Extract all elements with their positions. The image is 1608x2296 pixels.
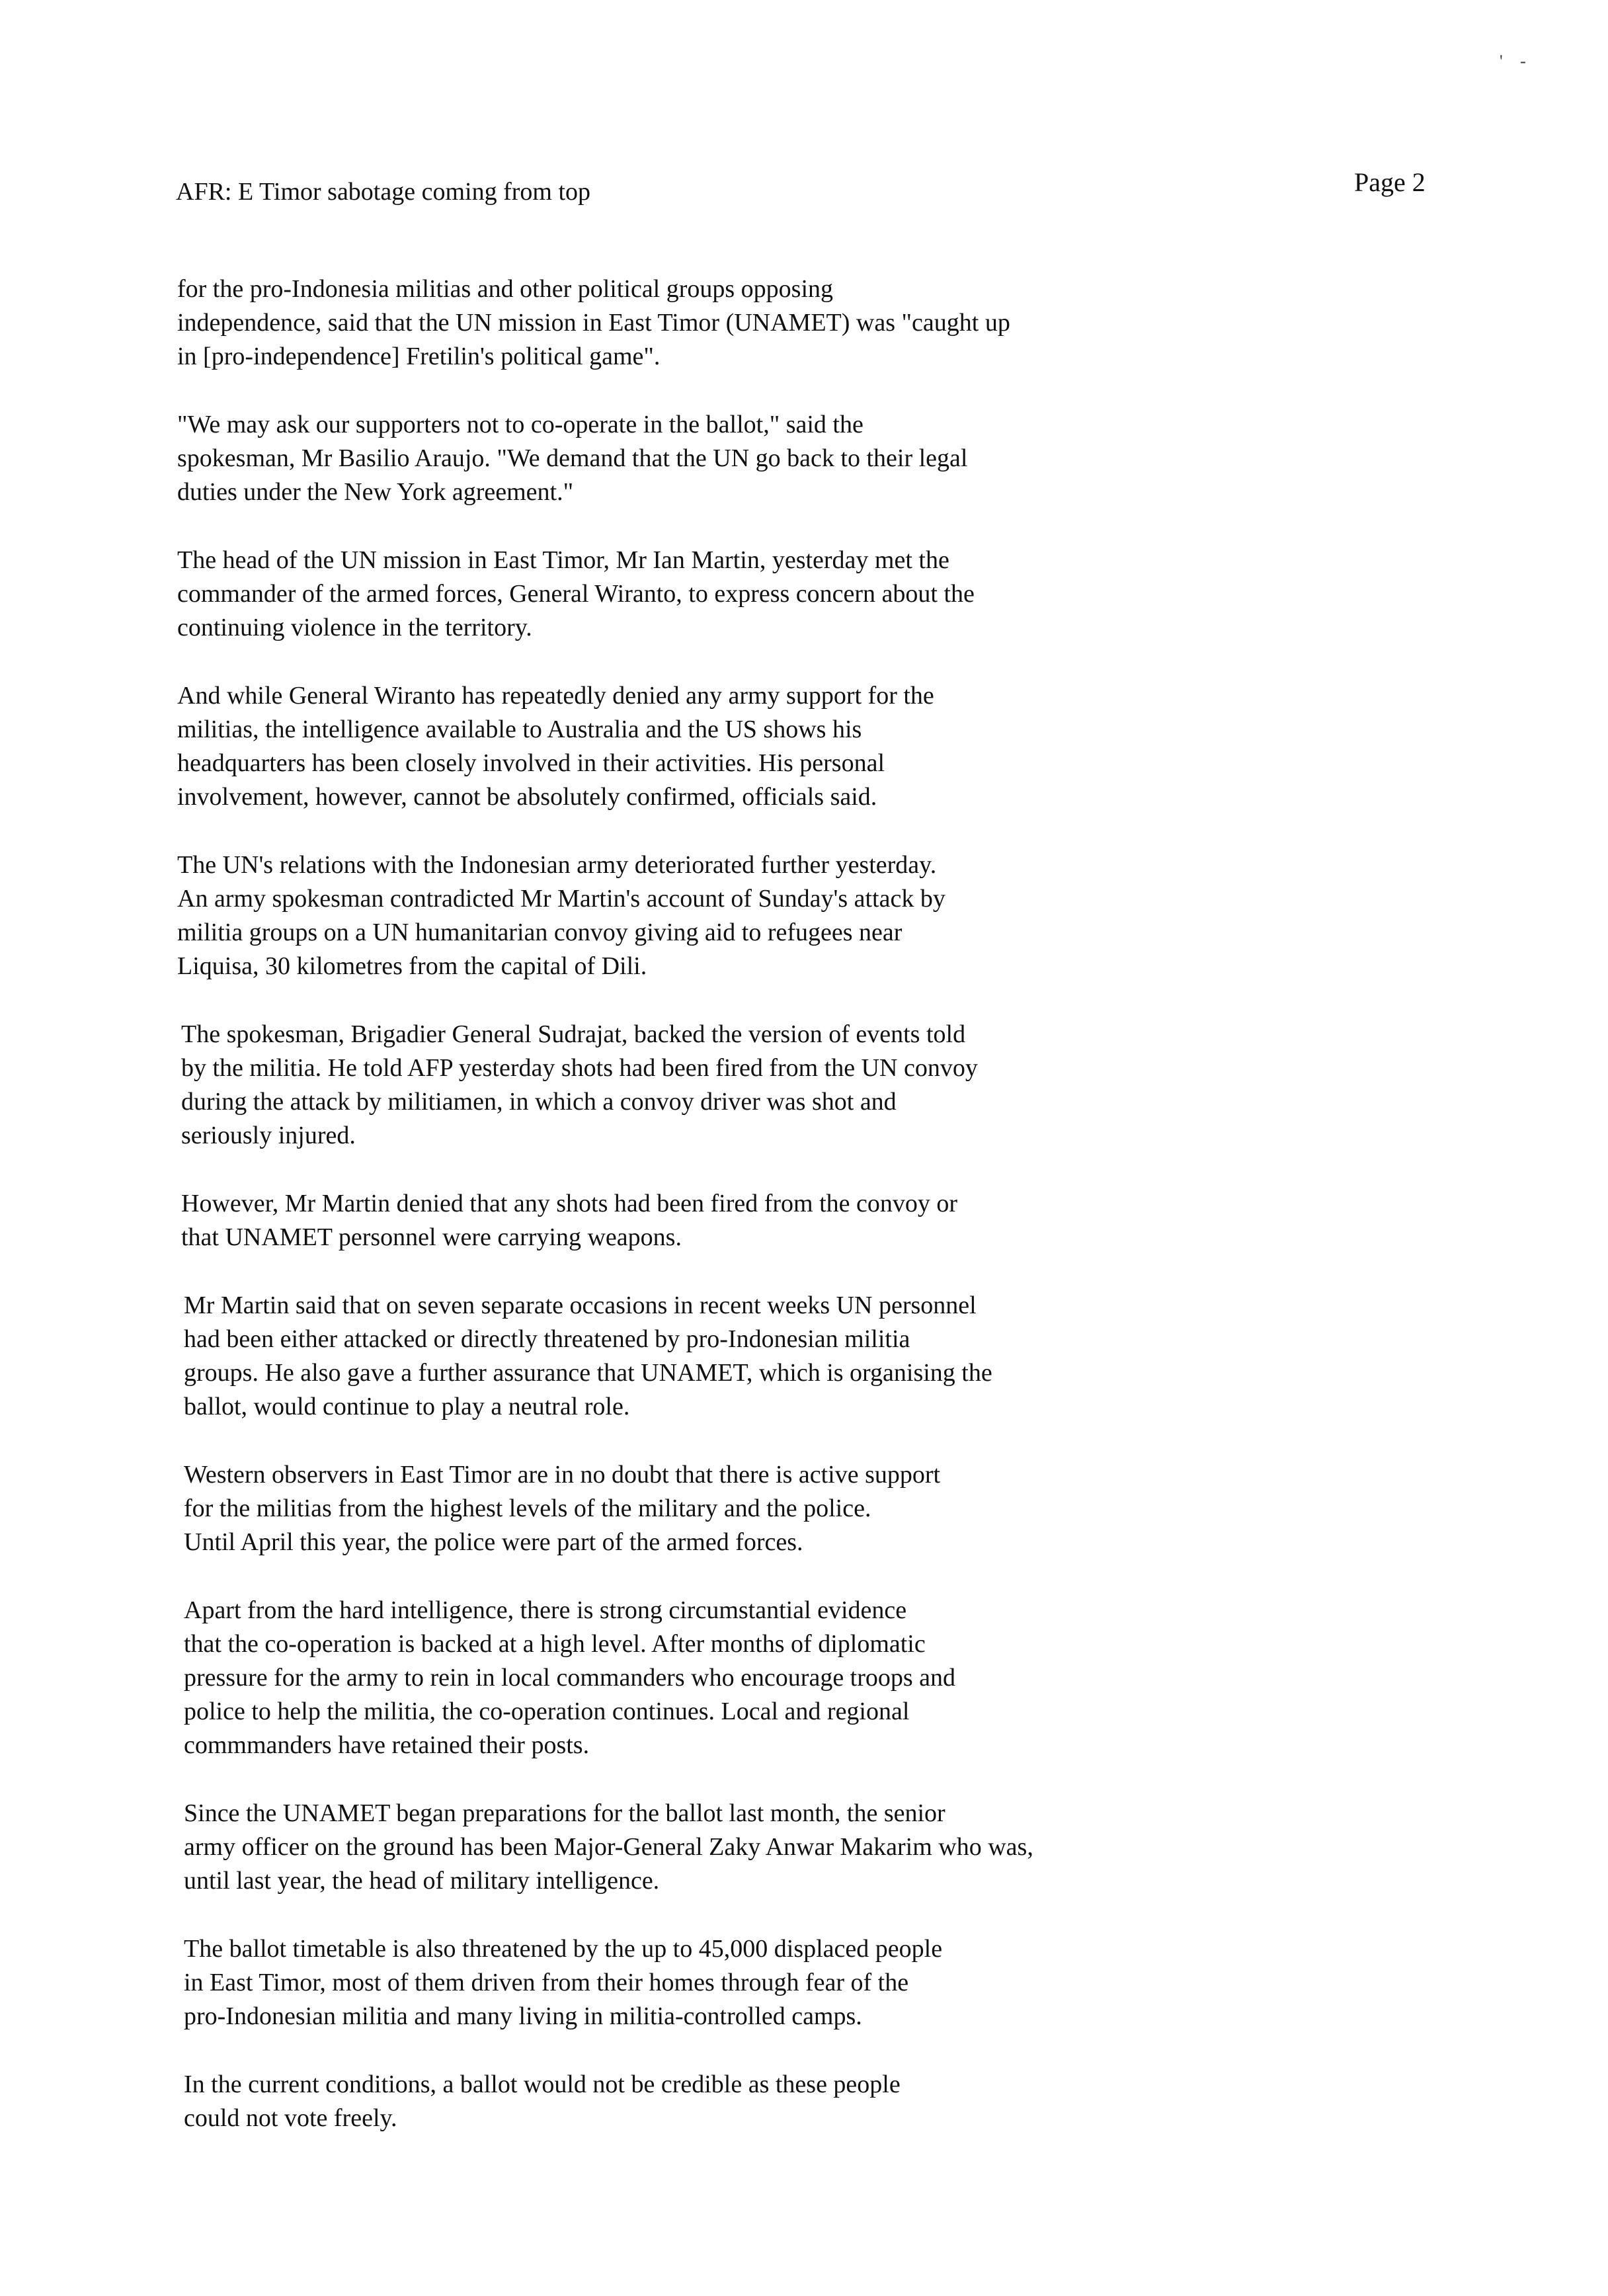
- paragraph-line: that the co-operation is backed at a high level. After months of diplomatic: [184, 1630, 926, 1658]
- paragraph-line: for the militias from the highest levels of the military and the police.: [184, 1495, 871, 1522]
- page-number: Page 2: [1354, 167, 1426, 197]
- paragraph-line: involvement, however, cannot be absolutely confirmed, officials said.: [177, 783, 877, 811]
- paragraph-line: Liquisa, 30 kilometres from the capital of Dili.: [177, 952, 647, 980]
- paragraph-line: And while General Wiranto has repeatedly denied any army support for the: [177, 682, 934, 710]
- paragraph-line: during the attack by militiamen, in which a convoy driver was shot and: [181, 1088, 897, 1116]
- paragraph-line: Apart from the hard intelligence, there is strong circumstantial evidence: [184, 1596, 907, 1624]
- paragraph-line: militias, the intelligence available to Australia and the US shows his: [177, 716, 862, 743]
- paragraph-line: pro-Indonesian militia and many living in militia-controlled camps.: [184, 2002, 862, 2030]
- paragraph-line: Since the UNAMET began preparations for the ballot last month, the senior: [184, 1799, 945, 1827]
- paragraph-line: "We may ask our supporters not to co-operate in the ballot," said the: [177, 411, 864, 438]
- paragraph-line: headquarters has been closely involved in their activities. His personal: [177, 749, 885, 777]
- paragraph-line: had been either attacked or directly threatened by pro-Indonesian militia: [184, 1325, 910, 1353]
- paragraph-line: ballot, would continue to play a neutral role.: [184, 1393, 630, 1420]
- paragraph: [177, 1187, 1361, 1254]
- paragraph-line: Western observers in East Timor are in no doubt that there is active support: [184, 1461, 941, 1489]
- paragraph-line: However, Mr Martin denied that any shots had been fired from the convoy or: [181, 1190, 958, 1217]
- paragraph-line: seriously injured.: [181, 1122, 356, 1149]
- paragraph: [177, 1594, 1361, 1762]
- paragraph-line: militia groups on a UN humanitarian convoy giving aid to refugees near: [177, 919, 903, 946]
- paragraph-line: The UN's relations with the Indonesian army deteriorated further yesterday.: [177, 851, 937, 879]
- paragraph: [177, 1797, 1361, 1898]
- paragraph-line: continuing violence in the territory.: [177, 614, 532, 641]
- paragraph: [177, 408, 1361, 509]
- paragraph-line: by the militia. He told AFP yesterday shots had been fired from the UN convoy: [181, 1054, 978, 1082]
- paragraph-line: police to help the militia, the co-operation continues. Local and regional: [184, 1698, 910, 1725]
- paragraph-line: spokesman, Mr Basilio Araujo. "We demand that the UN go back to their legal: [177, 444, 968, 472]
- header-title: AFR: E Timor sabotage coming from top: [176, 178, 590, 206]
- paragraph-line: until last year, the head of military intelligence.: [184, 1867, 660, 1895]
- paragraph-line: The spokesman, Brigadier General Sudrajat, backed the version of events told: [181, 1020, 966, 1048]
- paragraph-line: Mr Martin said that on seven separate occasions in recent weeks UN personnel: [184, 1292, 977, 1319]
- paragraph-line: In the current conditions, a ballot would not be credible as these people: [184, 2070, 901, 2098]
- paragraph-line: commander of the armed forces, General Wiranto, to express concern about the: [177, 580, 975, 608]
- paragraph-line: pressure for the army to rein in local commanders who encourage troops and: [184, 1664, 956, 1692]
- paragraph-line: Until April this year, the police were part of the armed forces.: [184, 1528, 803, 1556]
- paragraph-line: The head of the UN mission in East Timor, Mr Ian Martin, yesterday met the: [177, 546, 949, 574]
- paragraph: [177, 1289, 1361, 1424]
- paragraph-line: that UNAMET personnel were carrying weapons.: [181, 1223, 682, 1251]
- paragraph-line: for the pro-Indonesia militias and other political groups opposing: [177, 275, 834, 303]
- paragraph-line: The ballot timetable is also threatened by the up to 45,000 displaced people: [184, 1935, 943, 1963]
- paragraph: [177, 679, 1361, 814]
- paragraph-line: in [pro-independence] Fretilin's political game".: [177, 343, 661, 370]
- paragraph: [177, 1018, 1361, 1153]
- paragraph-line: commmanders have retained their posts.: [184, 1731, 590, 1759]
- paragraph: [177, 2068, 1361, 2135]
- paragraph-line: duties under the New York agreement.": [177, 478, 574, 506]
- paragraph: [177, 1458, 1361, 1559]
- article-body: [177, 272, 1361, 2170]
- paragraph: [177, 544, 1361, 645]
- paragraph: [177, 272, 1361, 374]
- paragraph-line: in East Timor, most of them driven from their homes through fear of the: [184, 1969, 909, 1996]
- paragraph-line: could not vote freely.: [184, 2104, 397, 2132]
- paragraph-line: groups. He also gave a further assurance that UNAMET, which is organising the: [184, 1359, 992, 1387]
- paragraph: [177, 848, 1361, 983]
- paragraph-line: army officer on the ground has been Major-General Zaky Anwar Makarim who was,: [184, 1833, 1033, 1861]
- corner-mark: ' -: [1500, 52, 1533, 71]
- paragraph-line: An army spokesman contradicted Mr Martin's account of Sunday's attack by: [177, 885, 945, 913]
- paragraph-line: independence, said that the UN mission in East Timor (UNAMET) was "caught up: [177, 309, 1010, 337]
- paragraph: [177, 1932, 1361, 2033]
